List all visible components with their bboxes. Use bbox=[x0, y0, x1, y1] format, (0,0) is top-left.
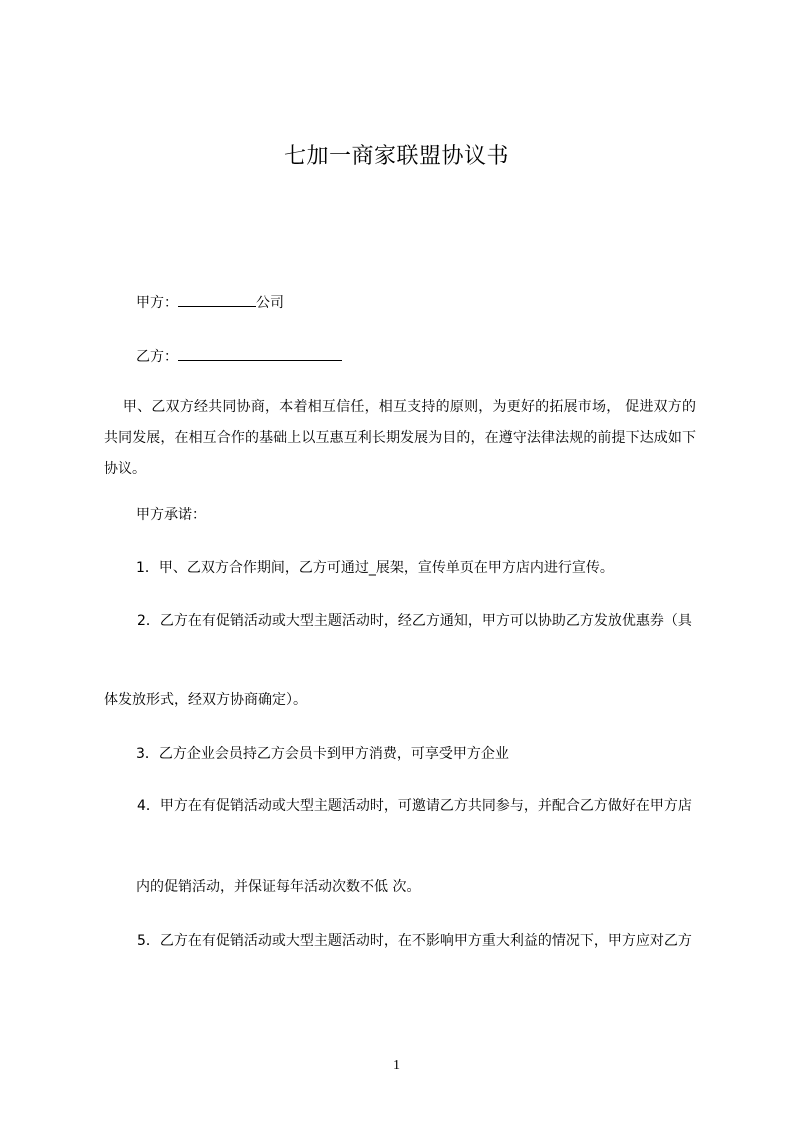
party-a-suffix: 公司 bbox=[256, 295, 284, 311]
page-number: 1 bbox=[393, 1058, 400, 1073]
commitment-heading: 甲方承诺： bbox=[136, 507, 206, 523]
party-b-line bbox=[136, 346, 342, 367]
party-b-blank bbox=[178, 346, 342, 361]
clause-5-line-1: 5．乙方在有促销活动或大型主题活动时，在不影响甲方重大利益的情况下，甲方应对乙方 bbox=[137, 933, 692, 949]
intro-paragraph: 甲、乙双方经共同协商，本着相互信任，相互支持的原则，为更好的拓展市场， 促进双方的共同发展，在相互合作的基础上以互惠互利长期发展为目的，在遵守法律法规的前提下达成如下协议。 bbox=[104, 399, 696, 477]
party-a-blank bbox=[178, 292, 256, 307]
document-title: 七加一商家联盟协议书 bbox=[283, 144, 509, 169]
party-a-line bbox=[136, 292, 284, 313]
clause-2-line-2: 体发放形式，经双方协商确定）。 bbox=[104, 692, 307, 708]
party-a-label: 甲方： bbox=[136, 295, 178, 311]
clause-4-line-1: 4．甲方在有促销活动或大型主题活动时，可邀请乙方共同参与，并配合乙方做好在甲方店 bbox=[137, 798, 692, 814]
clause-4-line-2: 内的促销活动，并保证每年活动次数不低 次。 bbox=[136, 879, 421, 895]
party-b-label: 乙方： bbox=[136, 349, 178, 365]
clause-1: 1．甲、乙双方合作期间，乙方可通过_展架，宣传单页在甲方店内进行宣传。 bbox=[136, 560, 614, 576]
clause-3: 3．乙方企业会员持乙方会员卡到甲方消费，可享受甲方企业 bbox=[136, 746, 509, 762]
clause-2-line-1: 2．乙方在有促销活动或大型主题活动时，经乙方通知，甲方可以协助乙方发放优惠券（具 bbox=[137, 613, 692, 629]
